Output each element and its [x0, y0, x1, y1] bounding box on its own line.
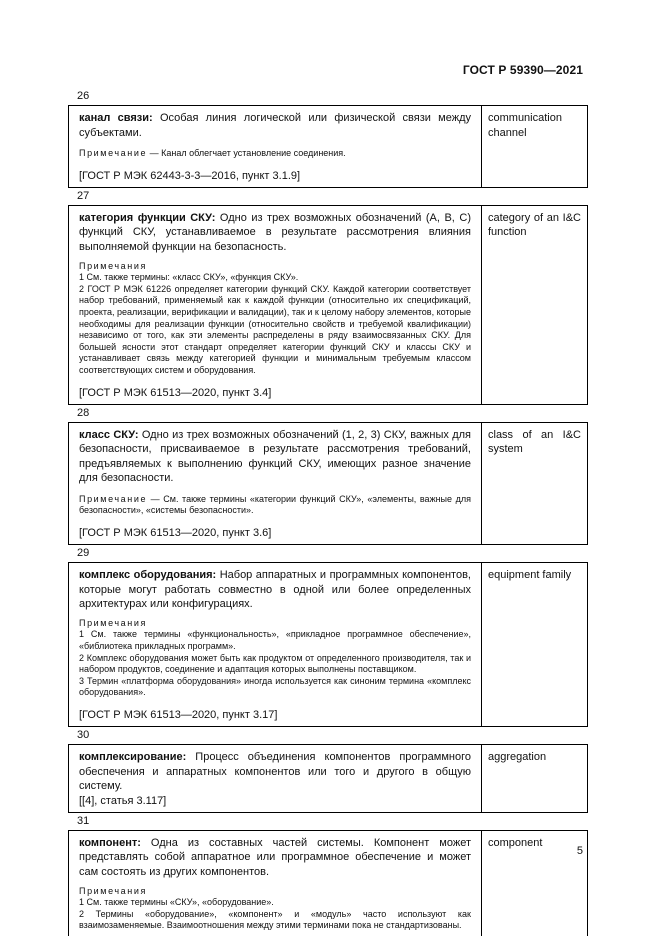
note-item: 2 Термины «оборудование», «компонент» и «модуль» часто используют как взаимозаменяемые. Взаимоотношения между этими терминами пока не стандартизованы.	[79, 908, 471, 931]
term-entry	[68, 105, 588, 188]
term-definition: комплекс оборудования: Набор аппаратных и программных компонентов, которые могут работать совместно в одной или более определенных архитектурах или конфигурациях.	[79, 569, 471, 611]
term-entry	[68, 422, 588, 546]
term-name: компонент:	[79, 836, 141, 849]
term-definition: класс СКУ: Одно из трех возможных обозначений (1, 2, 3) СКУ, важных для безопасности, присваиваемое в результате рассмотрения требований, предъявляемых к выполнению функций СКУ, имеющих разное значение для безопасности.	[79, 428, 472, 485]
term-source: [ГОСТ Р МЭК 62443-3-3—2016, пункт 3.1.9]	[79, 169, 301, 182]
note-item: 2 Комплекс оборудования может быть как продуктом от определенного производителя, так и набором продуктов, соединение и адаптация которых выполнены поставщиком.	[79, 652, 471, 675]
term-name: класс СКУ:	[79, 428, 139, 441]
term-definition: канал связи: Особая линия логической или физической связи между субъектами.	[79, 112, 471, 139]
entry-number: 27	[77, 189, 90, 202]
term-english: equipment family	[481, 563, 587, 726]
term-name: канал связи:	[79, 112, 153, 124]
term-source: [[4], статья 3.117]	[79, 794, 167, 807]
term-russian	[69, 831, 481, 936]
terms-list	[68, 88, 588, 936]
term-definition: категория функции СКУ: Одно из трех возможных обозначений (А, В, С) функций СКУ, устанавливаемое в результате рассмотрения влияния выполняемой функции на безопасность.	[79, 211, 471, 253]
term-name: категория функции СКУ:	[79, 211, 216, 224]
note-item: 1 См. также термины «СКУ», «оборудование».	[79, 897, 274, 908]
term-english: communication channel	[481, 106, 587, 187]
term-source: [ГОСТ Р МЭК 61513—2020, пункт 3.4]	[79, 386, 272, 399]
term-russian	[69, 563, 481, 726]
term-russian	[69, 206, 481, 404]
term-definition: комплексирование: Процесс объединения компонентов программного обеспечения и аппаратных компонентов или того и другого в общую систему.	[79, 751, 471, 793]
note-item: 3 Термин «платформа оборудования» иногда используется как синоним термина «комплекс оборудования».	[79, 675, 471, 698]
note-item: 2 ГОСТ Р МЭК 61226 определяет категории функций СКУ. Каждой категории соответствует набор требований, применяемый как к каждой функции (относительно их спецификаций, проекта, реализации, верификации и валидации), так и к целому набору элементов, которые необходимы для реализации функции (относительно свойств и требуемой квалификации) независимо от того, как эти элементы распределены в ряду взаимосвязанных СКУ. Для большей ясности этот стандарт определяет категории функций СКУ и классы СКУ и устанавливает связь между категорией функции и минимальным требуемым классом соответствующих систем и оборудования.	[79, 283, 471, 375]
term-entry	[68, 744, 588, 813]
term-russian	[69, 423, 481, 545]
term-russian	[69, 106, 481, 187]
note-label: Примечание	[79, 148, 148, 159]
term-entry	[68, 205, 588, 405]
term-entry	[68, 562, 588, 727]
term-note: Примечание — См. также термины «категории функций СКУ», «элементы, важные для безопасности», «системы безопасности».	[79, 493, 471, 516]
entry-number: 29	[77, 547, 90, 560]
term-english: class of an I&C system	[481, 423, 587, 545]
term-english: aggregation	[481, 745, 587, 812]
term-notes	[79, 261, 471, 377]
entry-number: 28	[77, 406, 90, 419]
entry-number: 26	[77, 90, 90, 102]
term-source: [ГОСТ Р МЭК 61513—2020, пункт 3.6]	[79, 527, 272, 540]
note-item: 1 См. также термины: «класс СКУ», «функция СКУ».	[79, 272, 299, 283]
term-name: комплекс оборудования:	[79, 569, 217, 582]
entry-number: 30	[77, 729, 90, 741]
term-definition: компонент: Одна из составных частей системы. Компонент может представлять собой аппаратное или программное обеспечение и может сам состоять из других компонентов.	[79, 836, 471, 878]
document-header: ГОСТ Р 59390—2021	[462, 63, 583, 77]
term-notes	[79, 618, 471, 699]
term-english: category of an I&C function	[481, 206, 587, 404]
term-english: component	[481, 831, 587, 936]
term-notes	[79, 886, 471, 932]
notes-heading: Примечания	[79, 260, 147, 271]
note-item: 1 См. также термины «функциональность», «прикладное программное обеспечение», «библиотека прикладных программ».	[79, 629, 471, 652]
note-label: Примечание	[79, 493, 148, 504]
entry-number: 31	[77, 814, 90, 827]
notes-heading: Примечания	[79, 885, 147, 896]
term-entry	[68, 830, 588, 936]
term-name: комплексирование:	[79, 751, 187, 763]
term-russian	[69, 745, 481, 812]
term-source: [ГОСТ Р МЭК 61513—2020, пункт 3.17]	[79, 709, 278, 721]
term-note: Примечание — Канал облегчает установление соединения.	[79, 148, 346, 159]
page-number: 5	[576, 845, 583, 857]
notes-heading: Примечания	[79, 617, 147, 628]
